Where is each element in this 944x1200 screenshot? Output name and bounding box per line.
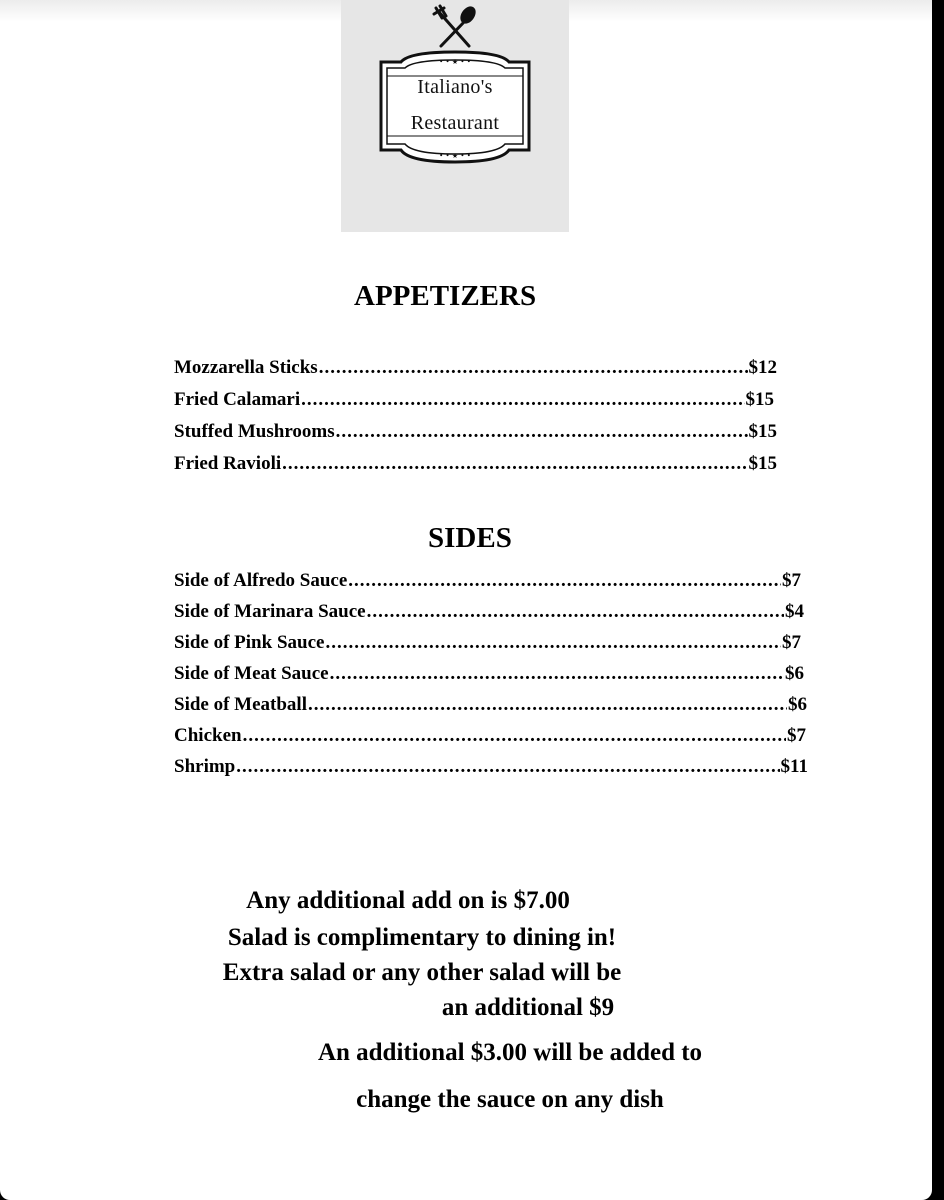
sides-heading: SIDES <box>428 522 512 554</box>
menu-item-price: $11 <box>780 756 808 777</box>
restaurant-logo <box>341 0 569 232</box>
menu-item <box>174 693 807 717</box>
fork-spoon-icon <box>434 6 477 46</box>
dot-leader <box>243 724 786 748</box>
menu-item <box>174 388 774 412</box>
menu-item <box>174 420 777 444</box>
menu-item-price: $6 <box>788 694 807 715</box>
menu-item-name: Fried Ravioli <box>174 453 282 474</box>
menu-item-price: $12 <box>748 357 777 378</box>
menu-item-price: $7 <box>787 725 806 746</box>
dot-leader <box>336 420 748 444</box>
dot-leader <box>348 569 781 593</box>
menu-item <box>174 662 804 686</box>
note-sauce-change: An additional $3.00 will be added to <box>317 1039 703 1066</box>
note-sauce-change-cont: change the sauce on any dish <box>356 1086 664 1113</box>
menu-item-name: Fried Calamari <box>174 389 301 410</box>
svg-text:• • ★ • •: • • ★ • • <box>439 58 471 66</box>
menu-item-name: Chicken <box>174 725 242 746</box>
menu-item <box>174 600 804 624</box>
menu-item-name: Side of Meat Sauce <box>174 663 329 684</box>
appetizers-heading: APPETIZERS <box>354 280 537 312</box>
dot-leader <box>301 388 744 412</box>
logo-name-line1: Italiano's <box>417 76 493 98</box>
menu-item-price: $7 <box>782 570 801 591</box>
menu-item-price: $6 <box>785 663 804 684</box>
note-extra-salad-price: an additional $9 <box>441 994 615 1021</box>
menu-item-name: Side of Alfredo Sauce <box>174 570 348 591</box>
menu-item-name: Side of Meatball <box>174 694 307 715</box>
menu-item <box>174 452 777 476</box>
logo-name-line2: Restaurant <box>410 112 500 134</box>
dot-leader <box>282 452 747 476</box>
dot-leader <box>367 600 784 624</box>
menu-item-name: Side of Marinara Sauce <box>174 601 366 622</box>
note-extra-salad: Extra salad or any other salad will be <box>222 959 622 986</box>
note-salad-complimentary: Salad is complimentary to dining in! <box>227 924 617 951</box>
dot-leader <box>236 755 779 779</box>
dot-leader <box>325 631 781 655</box>
svg-text:• • ★ • •: • • ★ • • <box>439 152 471 160</box>
menu-item <box>174 724 806 748</box>
menu-item <box>174 569 801 593</box>
dot-leader <box>330 662 784 686</box>
menu-item <box>174 755 808 779</box>
menu-item <box>174 356 777 380</box>
menu-item-name: Stuffed Mushrooms <box>174 421 335 442</box>
menu-item-name: Mozzarella Sticks <box>174 357 318 378</box>
dot-leader <box>308 693 787 717</box>
menu-item-price: $15 <box>748 421 777 442</box>
menu-item-price: $7 <box>782 632 801 653</box>
dot-leader <box>319 356 748 380</box>
menu-item-price: $4 <box>785 601 804 622</box>
menu-item-price: $15 <box>748 453 777 474</box>
menu-item-price: $15 <box>745 389 774 410</box>
menu-item-name: Shrimp <box>174 756 236 777</box>
menu-item <box>174 631 801 655</box>
menu-item-name: Side of Pink Sauce <box>174 632 325 653</box>
note-add-on: Any additional add on is $7.00 <box>246 887 570 914</box>
